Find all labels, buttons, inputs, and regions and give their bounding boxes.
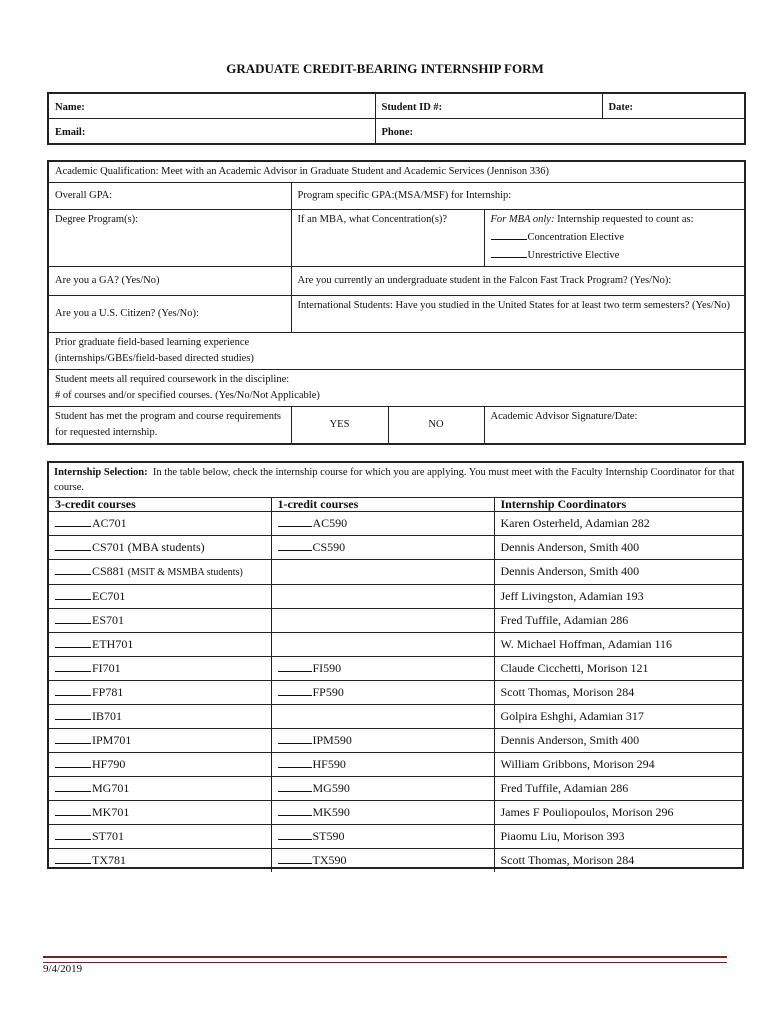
falcon-question[interactable]: Are you currently an undergraduate student in the Falcon Fast Track Program? (Yes/No): (291, 267, 745, 296)
three-credit-course-checkbox-blank[interactable] (55, 612, 91, 624)
three-credit-course-checkbox-blank[interactable] (55, 828, 91, 840)
three-credit-course: ES701 (92, 613, 125, 627)
overall-gpa-field[interactable]: Overall GPA: (48, 183, 291, 210)
concentration-elective-option: Concentration Elective (527, 232, 625, 243)
one-credit-course: FP590 (312, 685, 344, 699)
course-row (49, 729, 742, 753)
internship-coordinator: Scott Thomas, Morison 284 (500, 853, 635, 867)
coursework-line2: # of courses and/or specified courses. (Yes/No/Not Applicable) (55, 390, 320, 401)
internship-coordinator: Fred Tuffile, Adamian 286 (500, 613, 629, 627)
one-credit-course-checkbox-blank[interactable] (278, 804, 312, 816)
footer-date: 9/4/2019 (43, 963, 83, 975)
internship-course-table (49, 497, 742, 872)
one-credit-course-checkbox-blank[interactable] (278, 539, 312, 551)
one-credit-course-checkbox-blank[interactable] (278, 660, 312, 672)
three-credit-course: CS881 (MSIT & MSMBA students) (92, 564, 243, 578)
internship-selection-instructions (49, 463, 742, 497)
academic-qualification-table (47, 160, 746, 445)
internship-selection-section (47, 461, 744, 869)
internship-selection-text: In the table below, check the internship course for which you are applying. You must meet with the Faculty Internship Coordinator for that course. (54, 467, 735, 493)
course-row (49, 849, 742, 873)
three-credit-course-checkbox-blank[interactable] (55, 588, 91, 600)
three-credit-course-checkbox-blank[interactable] (55, 756, 91, 768)
student-info-table (47, 92, 746, 145)
three-credit-course-checkbox-blank[interactable] (55, 852, 91, 864)
program-gpa-field[interactable]: Program specific GPA:(MSA/MSF) for Internship: (291, 183, 745, 210)
three-credit-course: IPM701 (92, 733, 132, 747)
course-row (49, 753, 742, 777)
one-credit-course-checkbox-blank[interactable] (278, 684, 312, 696)
course-row (49, 777, 742, 801)
one-credit-course: FI590 (312, 661, 342, 675)
three-credit-course: MK701 (92, 805, 130, 819)
course-row (49, 825, 742, 849)
three-credit-course-checkbox-blank[interactable] (55, 684, 91, 696)
coursework-line1: Student meets all required coursework in the discipline: (55, 374, 290, 385)
one-credit-course-checkbox-blank[interactable] (278, 732, 312, 744)
unrestrictive-elective-option: Unrestrictive Elective (527, 250, 620, 261)
requirements-label: Student has met the program and course requirements for requested internship. (48, 407, 291, 445)
three-credit-course: ETH701 (92, 637, 134, 651)
prior-experience-field[interactable]: Prior graduate field-based learning experience (internships/GBEs/field-based directed studies) (48, 333, 745, 370)
three-credit-course-checkbox-blank[interactable] (55, 515, 91, 527)
mba-only-text: Internship requested to count as: (557, 214, 694, 225)
phone-field[interactable]: Phone: (375, 119, 745, 145)
three-credit-course: AC701 (92, 516, 127, 530)
course-row (49, 705, 742, 729)
internship-selection-label: Internship Selection: (54, 467, 148, 478)
three-credit-course-checkbox-blank[interactable] (55, 708, 91, 720)
one-credit-course: TX590 (312, 853, 347, 867)
mba-only-cell (484, 210, 745, 267)
no-option[interactable]: NO (388, 407, 484, 445)
three-credit-course: MG701 (92, 781, 130, 795)
concentration-blank[interactable] (491, 228, 527, 240)
internship-coordinator: Dennis Anderson, Smith 400 (500, 733, 640, 747)
course-row (49, 633, 742, 657)
email-field[interactable]: Email: (48, 119, 375, 145)
mba-concentration-field[interactable]: If an MBA, what Concentration(s)? (291, 210, 484, 267)
internship-coordinator: Dennis Anderson, Smith 400 (500, 540, 640, 554)
three-credit-course-checkbox-blank[interactable] (55, 780, 91, 792)
one-credit-course: HF590 (312, 757, 346, 771)
international-question[interactable]: International Students: Have you studied in the United States for at least two term semesters? (Yes/No) (291, 296, 745, 333)
one-credit-course-checkbox-blank[interactable] (278, 852, 312, 864)
one-credit-course: ST590 (312, 829, 345, 843)
one-credit-course-checkbox-blank[interactable] (278, 515, 312, 527)
course-row (49, 801, 742, 825)
three-credit-course-checkbox-blank[interactable] (55, 732, 91, 744)
internship-coordinator: Piaomu Liu, Morison 393 (500, 829, 625, 843)
three-credit-course: HF790 (92, 757, 126, 771)
header-1-credit: 1-credit courses (271, 498, 494, 512)
one-credit-course: AC590 (312, 516, 348, 530)
one-credit-course: IPM590 (312, 733, 352, 747)
name-field[interactable]: Name: (48, 93, 375, 119)
internship-coordinator: Claude Cicchetti, Morison 121 (500, 661, 649, 675)
mba-only-label: For MBA only: (490, 214, 555, 225)
course-row (49, 560, 742, 585)
three-credit-course: IB701 (92, 709, 122, 723)
header-coordinators: Internship Coordinators (494, 498, 742, 512)
internship-coordinator: W. Michael Hoffman, Adamian 116 (500, 637, 673, 651)
ga-question[interactable]: Are you a GA? (Yes/No) (48, 267, 291, 296)
one-credit-course: MK590 (312, 805, 350, 819)
one-credit-course-checkbox-blank[interactable] (278, 828, 312, 840)
course-row (49, 585, 742, 609)
three-credit-course: EC701 (92, 589, 126, 603)
course-note: (MSIT & MSMBA students) (127, 567, 243, 578)
internship-coordinator: William Gribbons, Morison 294 (500, 757, 655, 771)
yes-option[interactable]: YES (291, 407, 388, 445)
three-credit-course-checkbox-blank[interactable] (55, 636, 91, 648)
one-credit-course: CS590 (312, 540, 346, 554)
three-credit-course: ST701 (92, 829, 125, 843)
three-credit-course: FP781 (92, 685, 124, 699)
student-id-field[interactable]: Student ID #: (375, 93, 602, 119)
three-credit-course-checkbox-blank[interactable] (55, 660, 91, 672)
academic-header: Academic Qualification: Meet with an Academic Advisor in Graduate Student and Academic Services (Jennison 336) (48, 161, 745, 183)
three-credit-course-checkbox-blank[interactable] (55, 539, 91, 551)
one-credit-course-checkbox-blank[interactable] (278, 780, 312, 792)
three-credit-course: CS701 (MBA students) (92, 540, 205, 554)
internship-coordinator: Fred Tuffile, Adamian 286 (500, 781, 629, 795)
three-credit-course: TX781 (92, 853, 126, 867)
advisor-signature-field[interactable]: Academic Advisor Signature/Date: (484, 407, 745, 445)
course-row (49, 536, 742, 560)
three-credit-course: FI701 (92, 661, 121, 675)
header-3-credit: 3-credit courses (49, 498, 271, 512)
one-credit-course-checkbox-blank[interactable] (278, 756, 312, 768)
internship-coordinator: Dennis Anderson, Smith 400 (500, 564, 640, 578)
course-row (49, 512, 742, 536)
internship-coordinator: Jeff Livingston, Adamian 193 (500, 589, 644, 603)
footer-rule (43, 956, 727, 963)
three-credit-course-checkbox-blank[interactable] (55, 563, 91, 575)
internship-coordinator: Golpira Eshghi, Adamian 317 (500, 709, 644, 723)
internship-coordinator: James F Pouliopoulos, Morison 296 (500, 805, 674, 819)
degree-program-field[interactable]: Degree Program(s): (48, 210, 291, 267)
course-row (49, 657, 742, 681)
internship-coordinator: Scott Thomas, Morison 284 (500, 685, 635, 699)
coursework-field[interactable] (48, 370, 745, 407)
internship-coordinator: Karen Osterheld, Adamian 282 (500, 516, 650, 530)
citizen-question[interactable]: Are you a U.S. Citizen? (Yes/No): (48, 296, 291, 333)
course-row (49, 609, 742, 633)
form-title: GRADUATE CREDIT-BEARING INTERNSHIP FORM (226, 61, 544, 76)
course-row (49, 681, 742, 705)
one-credit-course: MG590 (312, 781, 350, 795)
three-credit-course-checkbox-blank[interactable] (55, 804, 91, 816)
unrestrictive-blank[interactable] (491, 246, 527, 258)
date-field[interactable]: Date: (602, 93, 745, 119)
